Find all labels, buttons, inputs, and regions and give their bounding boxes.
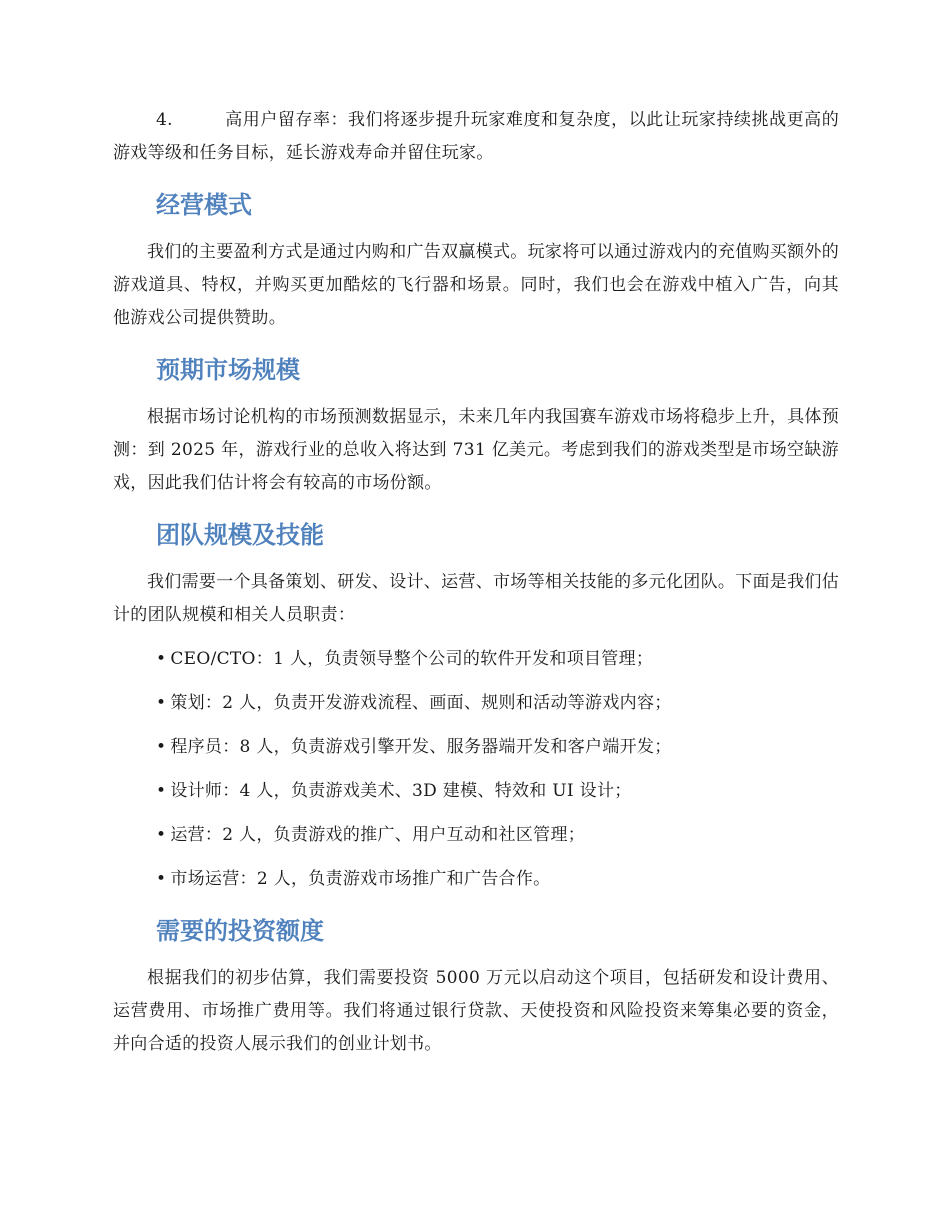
list-item-text: 高用户留存率：我们将逐步提升玩家难度和复杂度，以此让玩家持续挑战更高的游戏等级和任务目标，延长游戏寿命并留住玩家。 — [113, 110, 839, 163]
bullet-dot-icon: • — [156, 737, 167, 757]
bullet-dot-icon: • — [156, 869, 167, 889]
heading-investment: 需要的投资额度 — [156, 917, 324, 945]
heading-market-size: 预期市场规模 — [156, 356, 300, 384]
bullet-dot-icon: • — [156, 693, 167, 713]
bullet-dot-icon: • — [156, 649, 167, 669]
paragraph-investment: 根据我们的初步估算，我们需要投资 5000 万元以启动这个项目，包括研发和设计费用、运营费用、市场推广费用等。我们将通过银行贷款、天使投资和风险投资来筹集必要的资金，并向合适的投资人展示我们的创业计划书。 — [113, 968, 839, 1054]
heading-team: 团队规模及技能 — [156, 521, 324, 549]
bullet-item — [113, 775, 839, 808]
list-number: 4. — [156, 110, 173, 130]
bullet-item — [113, 863, 839, 896]
bullet-item — [113, 731, 839, 764]
bullet-text: CEO/CTO：1 人，负责领导整个公司的软件开发和项目管理； — [170, 649, 654, 669]
bullet-text: 程序员：8 人，负责游戏引擎开发、服务器端开发和客户端开发； — [170, 737, 672, 757]
bullet-text: 运营：2 人，负责游戏的推广、用户互动和社区管理； — [170, 825, 586, 845]
document-page — [113, 104, 839, 1061]
bullet-text: 设计师：4 人，负责游戏美术、3D 建模、特效和 UI 设计； — [170, 781, 632, 801]
bullet-text: 策划：2 人，负责开发游戏流程、画面、规则和活动等游戏内容； — [170, 693, 672, 713]
heading-business-model: 经营模式 — [156, 191, 252, 219]
bullet-item — [113, 643, 839, 676]
paragraph-team-intro: 我们需要一个具备策划、研发、设计、运营、市场等相关技能的多元化团队。下面是我们估计的团队规模和相关人员职责： — [113, 572, 839, 625]
bullet-dot-icon: • — [156, 825, 167, 845]
paragraph-business-model: 我们的主要盈利方式是通过内购和广告双赢模式。玩家将可以通过游戏内的充值购买额外的游戏道具、特权，并购买更加酷炫的飞行器和场景。同时，我们也会在游戏中植入广告，向其他游戏公司提供赞助。 — [113, 242, 839, 328]
list-item-retention — [113, 104, 839, 170]
bullet-item — [113, 687, 839, 720]
bullet-dot-icon: • — [156, 781, 167, 801]
paragraph-market-size: 根据市场讨论机构的市场预测数据显示，未来几年内我国赛车游戏市场将稳步上升，具体预测：到 2025 年，游戏行业的总收入将达到 731 亿美元。考虑到我们的游戏类型是市场空缺游戏，因此我们估计将会有较高的市场份额。 — [113, 407, 839, 493]
bullet-text: 市场运营：2 人，负责游戏市场推广和广告合作。 — [170, 869, 551, 889]
bullet-item — [113, 819, 839, 852]
